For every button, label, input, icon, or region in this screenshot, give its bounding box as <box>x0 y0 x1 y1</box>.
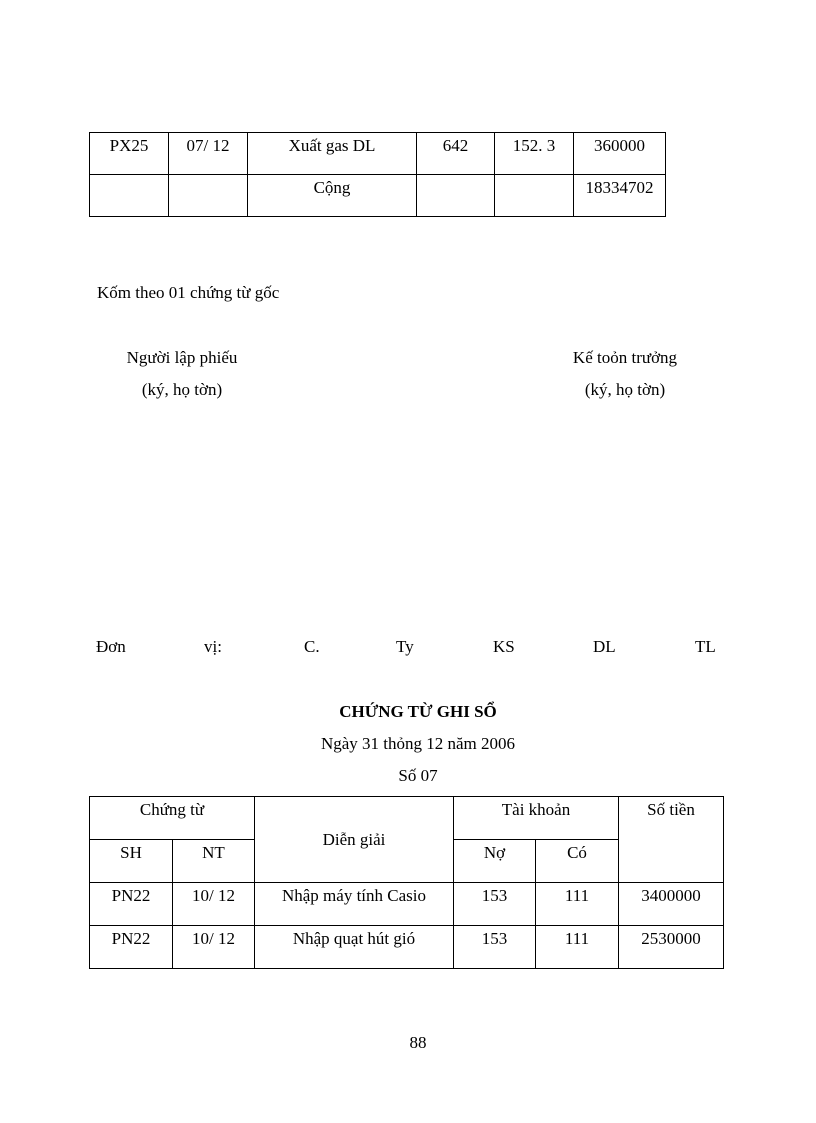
unit-word: KS <box>493 637 515 656</box>
table-row-total <box>90 175 666 217</box>
signature-left-subtitle: (ký, họ tờn) <box>141 380 223 399</box>
cell-description: Cộng <box>248 175 417 217</box>
cell-credit: 152. 3 <box>495 133 574 175</box>
header-account: Tài khoản <box>454 797 619 840</box>
cell-amount: 2530000 <box>619 926 724 969</box>
unit-word: C. <box>304 637 320 656</box>
header-sh: SH <box>90 840 173 883</box>
signature-right-title: Kế toỏn trưởng <box>572 348 678 367</box>
cell-description: Nhập máy tính Casio <box>255 883 454 926</box>
cell-amount: 3400000 <box>619 883 724 926</box>
signature-right-subtitle: (ký, họ tờn) <box>584 380 666 399</box>
cell-nt: 07/ 12 <box>169 133 248 175</box>
table-row <box>90 926 724 969</box>
signature-left <box>62 342 302 406</box>
header-debit: Nợ <box>454 840 536 883</box>
cell-debit: 642 <box>417 133 495 175</box>
voucher-title: CHỨNG TỪ GHI SỔ <box>339 702 497 721</box>
unit-word: TL <box>695 637 716 656</box>
cell-credit: 111 <box>536 883 619 926</box>
attachment-note: Kốm theo 01 chứng từ gốc <box>97 283 280 302</box>
table-row <box>90 883 724 926</box>
unit-word: vị: <box>204 637 222 656</box>
table-header-row <box>90 797 724 840</box>
ledger-table-continuation <box>89 132 666 217</box>
header-credit: Có <box>536 840 619 883</box>
cell-nt: 10/ 12 <box>173 926 255 969</box>
header-nt: NT <box>173 840 255 883</box>
voucher-table <box>89 796 724 969</box>
table-row <box>90 133 666 175</box>
cell-description: Nhập quạt hút gió <box>255 926 454 969</box>
cell-debit: 153 <box>454 926 536 969</box>
cell-amount: 18334702 <box>574 175 666 217</box>
voucher-date: Ngày 31 thỏng 12 năm 2006 <box>320 734 516 753</box>
unit-word: DL <box>593 637 616 656</box>
unit-line <box>0 637 816 659</box>
cell-credit: 111 <box>536 926 619 969</box>
cell-nt <box>169 175 248 217</box>
unit-word: Ty <box>396 637 414 656</box>
page-number: 88 <box>409 1033 427 1052</box>
cell-nt: 10/ 12 <box>173 883 255 926</box>
cell-debit: 153 <box>454 883 536 926</box>
cell-sh: PN22 <box>90 883 173 926</box>
cell-sh: PN22 <box>90 926 173 969</box>
cell-sh: PX25 <box>90 133 169 175</box>
signature-left-title: Người lập phiếu <box>126 348 238 367</box>
cell-sh <box>90 175 169 217</box>
header-amount: Số tiền <box>619 797 724 883</box>
signature-right <box>505 342 745 406</box>
cell-description: Xuất gas DL <box>248 133 417 175</box>
cell-credit <box>495 175 574 217</box>
cell-debit <box>417 175 495 217</box>
voucher-number: Số 07 <box>398 766 438 785</box>
header-voucher: Chứng từ <box>90 797 255 840</box>
header-description: Diễn giải <box>255 797 454 883</box>
unit-word: Đơn <box>96 637 126 656</box>
cell-amount: 360000 <box>574 133 666 175</box>
